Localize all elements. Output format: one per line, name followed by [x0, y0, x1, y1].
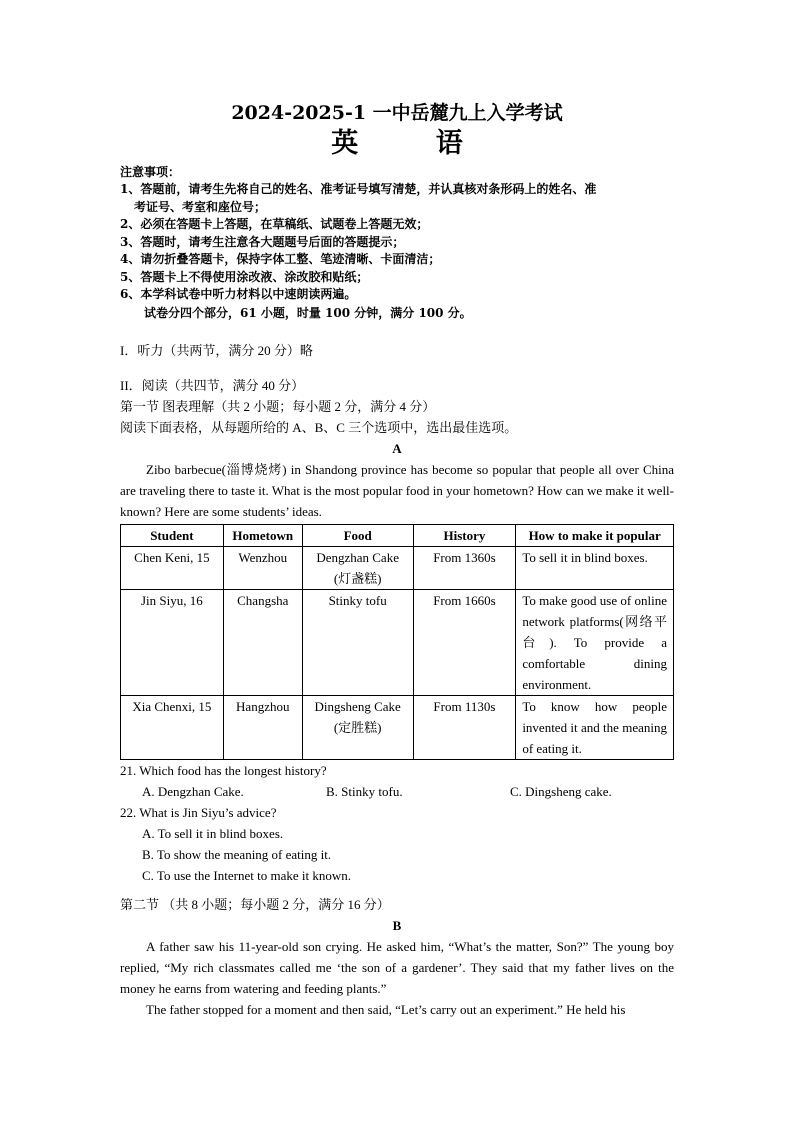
passage-a-intro	[120, 459, 674, 522]
option: C. Dingsheng cake.	[510, 783, 612, 799]
option: C. To use the Internet to make it known.	[142, 867, 351, 883]
table-cell: Chen Keni, 15	[121, 546, 224, 589]
table-row	[121, 546, 674, 589]
col-header: How to make it popular	[516, 524, 674, 546]
table-row	[121, 589, 674, 695]
table-cell: Jin Siyu, 16	[121, 589, 224, 695]
option: B. To show the meaning of eating it.	[142, 846, 332, 862]
section2-heading: 第二节 （共 8 小题；每小题 2 分，满分 16 分）	[120, 896, 390, 912]
intro-line: China are traveling there to taste it. What is the most popular food in your hometown? How can we	[120, 461, 674, 498]
question-22: 22. What is Jin Siyu’s advice?	[120, 804, 277, 820]
exam-info: 试卷分四个部分，61 小题，时量 100 分钟，满分 100 分。	[144, 305, 472, 320]
exam-title: 2024-2025-1 一中岳麓九上入学考试	[231, 102, 563, 124]
table-cell: Xia Chenxi, 15	[121, 695, 224, 759]
option: A. To sell it in blind boxes.	[142, 825, 284, 841]
students-table	[120, 524, 674, 760]
option: A. Dengzhan Cake.	[142, 783, 244, 799]
question-21: 21. Which food has the longest history?	[120, 762, 327, 778]
option: B. Stinky tofu.	[326, 783, 403, 799]
notice-item: 考证号、考室和座位号；	[134, 199, 267, 214]
exam-page	[120, 100, 674, 1020]
table-row	[121, 695, 674, 759]
table-cell: Stinky tofu	[302, 589, 413, 695]
passage-b-paragraph: A father saw his 11-year-old son crying. He asked him, “What’s the matter, Son?” The young boy replied, “My rich classmates called me ‘the son of a gardener’. They said that my father lives on the money he earns from watering and feeding plants.”	[120, 938, 674, 996]
section1-heading: 第一节 图表理解（共 2 小题；每小题 2 分，满分 4 分）	[120, 398, 436, 414]
notice-item: 6、本学科试卷中听力材料以中速朗读两遍。	[120, 287, 357, 301]
table-cell: From 1360s	[413, 546, 516, 589]
notice-item: 1、答题前，请考生先将自己的姓名、准考证号填写清楚，并认真核对条形码上的姓名、准	[120, 182, 597, 196]
col-header: Food	[302, 524, 413, 546]
table-cell: Dengzhan Cake (灯盏糕)	[302, 546, 413, 589]
table-cell: To make good use of online network platforms(网络平台). To provide a comfortable dining environment.	[516, 589, 674, 695]
passage-b-paragraph: The father stopped for a moment and then said, “Let’s carry out an experiment.” He held his	[146, 1001, 626, 1017]
notice-heading: 注意事项：	[120, 165, 181, 179]
table-cell: Changsha	[223, 589, 302, 695]
table-cell: To know how people invented it and the meaning of eating it.	[516, 695, 674, 759]
subject-title: 英 语	[331, 128, 497, 159]
notice-item: 3、答题时，请考生注意各大题题号后面的答题提示；	[120, 234, 405, 249]
col-header: History	[413, 524, 516, 546]
col-header: Student	[121, 524, 224, 546]
passage-label-b: B	[392, 917, 402, 933]
notice-item: 4、请勿折叠答题卡，保持字体工整、笔迹清晰、卡面清洁；	[120, 252, 441, 266]
passage-label-a: A	[392, 440, 402, 456]
table-cell: From 1130s	[413, 695, 516, 759]
table-cell: Hangzhou	[223, 695, 302, 759]
instruction: 阅读下面表格，从每题所给的 A、B、C 三个选项中，选出最佳选项。	[120, 419, 518, 435]
table-cell: Wenzhou	[223, 546, 302, 589]
table-cell: Dingsheng Cake (定胜糕)	[302, 695, 413, 759]
part2-heading: II．阅读（共四节，满分 40 分）	[120, 377, 305, 393]
col-header: Hometown	[223, 524, 302, 546]
part1-heading: I．听力（共两节，满分 20 分）略	[120, 342, 313, 358]
notice-item: 2、必须在答题卡上答题，在草稿纸、试题卷上答题无效；	[120, 217, 429, 231]
table-cell: From 1660s	[413, 589, 516, 695]
table-cell: To sell it in blind boxes.	[516, 546, 674, 589]
question-21-options	[120, 781, 674, 802]
notice-item: 5、答题卡上不得使用涂改液、涂改胶和贴纸；	[120, 269, 369, 284]
intro-line: make it well-known? Here are some students’ ideas.	[120, 482, 675, 519]
intro-line: Zibo barbecue(淄博烧烤) in Shandong province has become so popular that people all over	[146, 461, 639, 477]
table-header-row	[121, 524, 674, 546]
